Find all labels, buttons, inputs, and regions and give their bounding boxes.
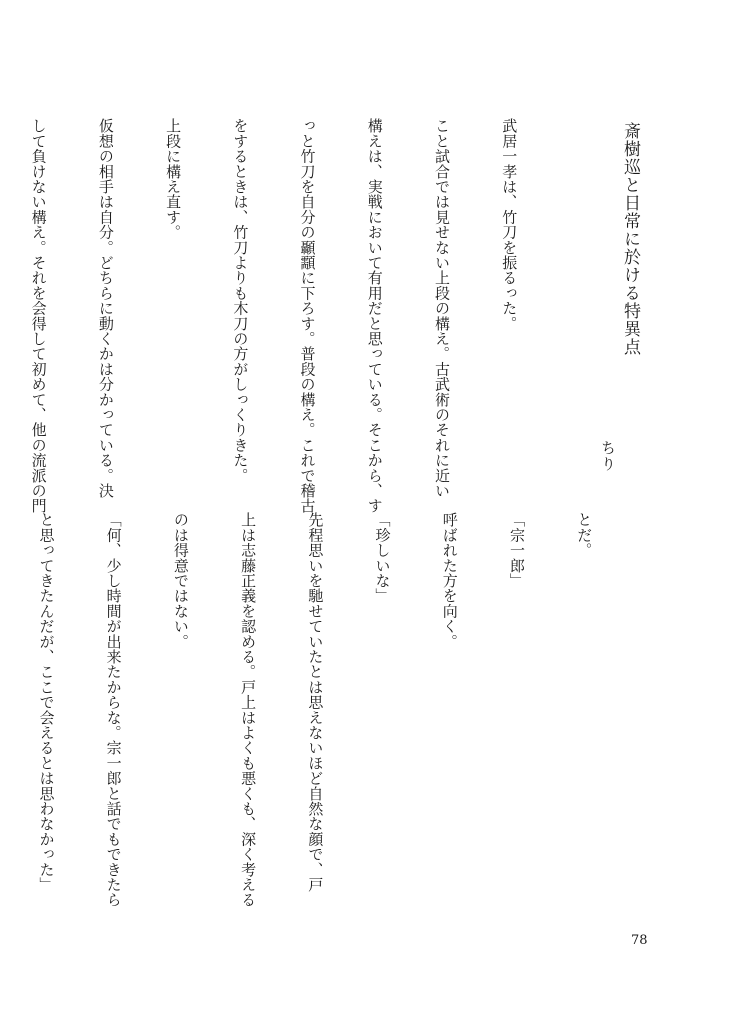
text-block-top — [0, 118, 565, 514]
text-line: と思ってきたんだが、ここで会えるとは思わなかった」 — [37, 512, 56, 892]
page-number: 78 — [631, 933, 648, 948]
text-line: こと試合では見せない上段の構え。古武術のそれに近い — [432, 118, 451, 498]
text-line: 呼ばれた方を向く。 — [440, 512, 459, 649]
text-line: のは得意ではない。 — [171, 512, 190, 649]
text-block-bottom — [0, 512, 640, 922]
text-line: 上段に構え直す。 — [164, 118, 183, 240]
text-line: 構えは、実戦において有用だと思っている。そこから、す — [365, 118, 384, 514]
text-line: 先程思いを馳せていたとは思えないほど自然な顔で、戸 — [306, 512, 325, 892]
author-name: ちり — [599, 440, 617, 472]
text-line: 「宗一郎」 — [507, 512, 526, 588]
text-line: をするときは、竹刀よりも木刀の方がしっくりきた。 — [231, 118, 250, 483]
text-line: 「何、少し時間が出来たからな。宗一郎と話でもできたら — [104, 512, 123, 908]
text-line: とだ。 — [575, 512, 594, 558]
text-line: して負けない構え。それを会得して初めて、他の流派の門 — [29, 118, 48, 514]
text-line: っと竹刀を自分の顳顬に下ろす。普段の構え。これで稽古 — [298, 118, 317, 514]
text-line: 武居一孝は、竹刀を振るった。 — [500, 118, 519, 331]
text-line: 上は志藤正義を認める。戸上はよくも悪くも、深く考える — [239, 512, 258, 908]
text-line: 仮想の相手は自分。どちらに動くかは分かっている。決 — [96, 118, 115, 498]
story-title: 斎樹巡と日常に於ける特異点 — [620, 122, 640, 356]
text-line: 「珍しいな」 — [373, 512, 392, 604]
